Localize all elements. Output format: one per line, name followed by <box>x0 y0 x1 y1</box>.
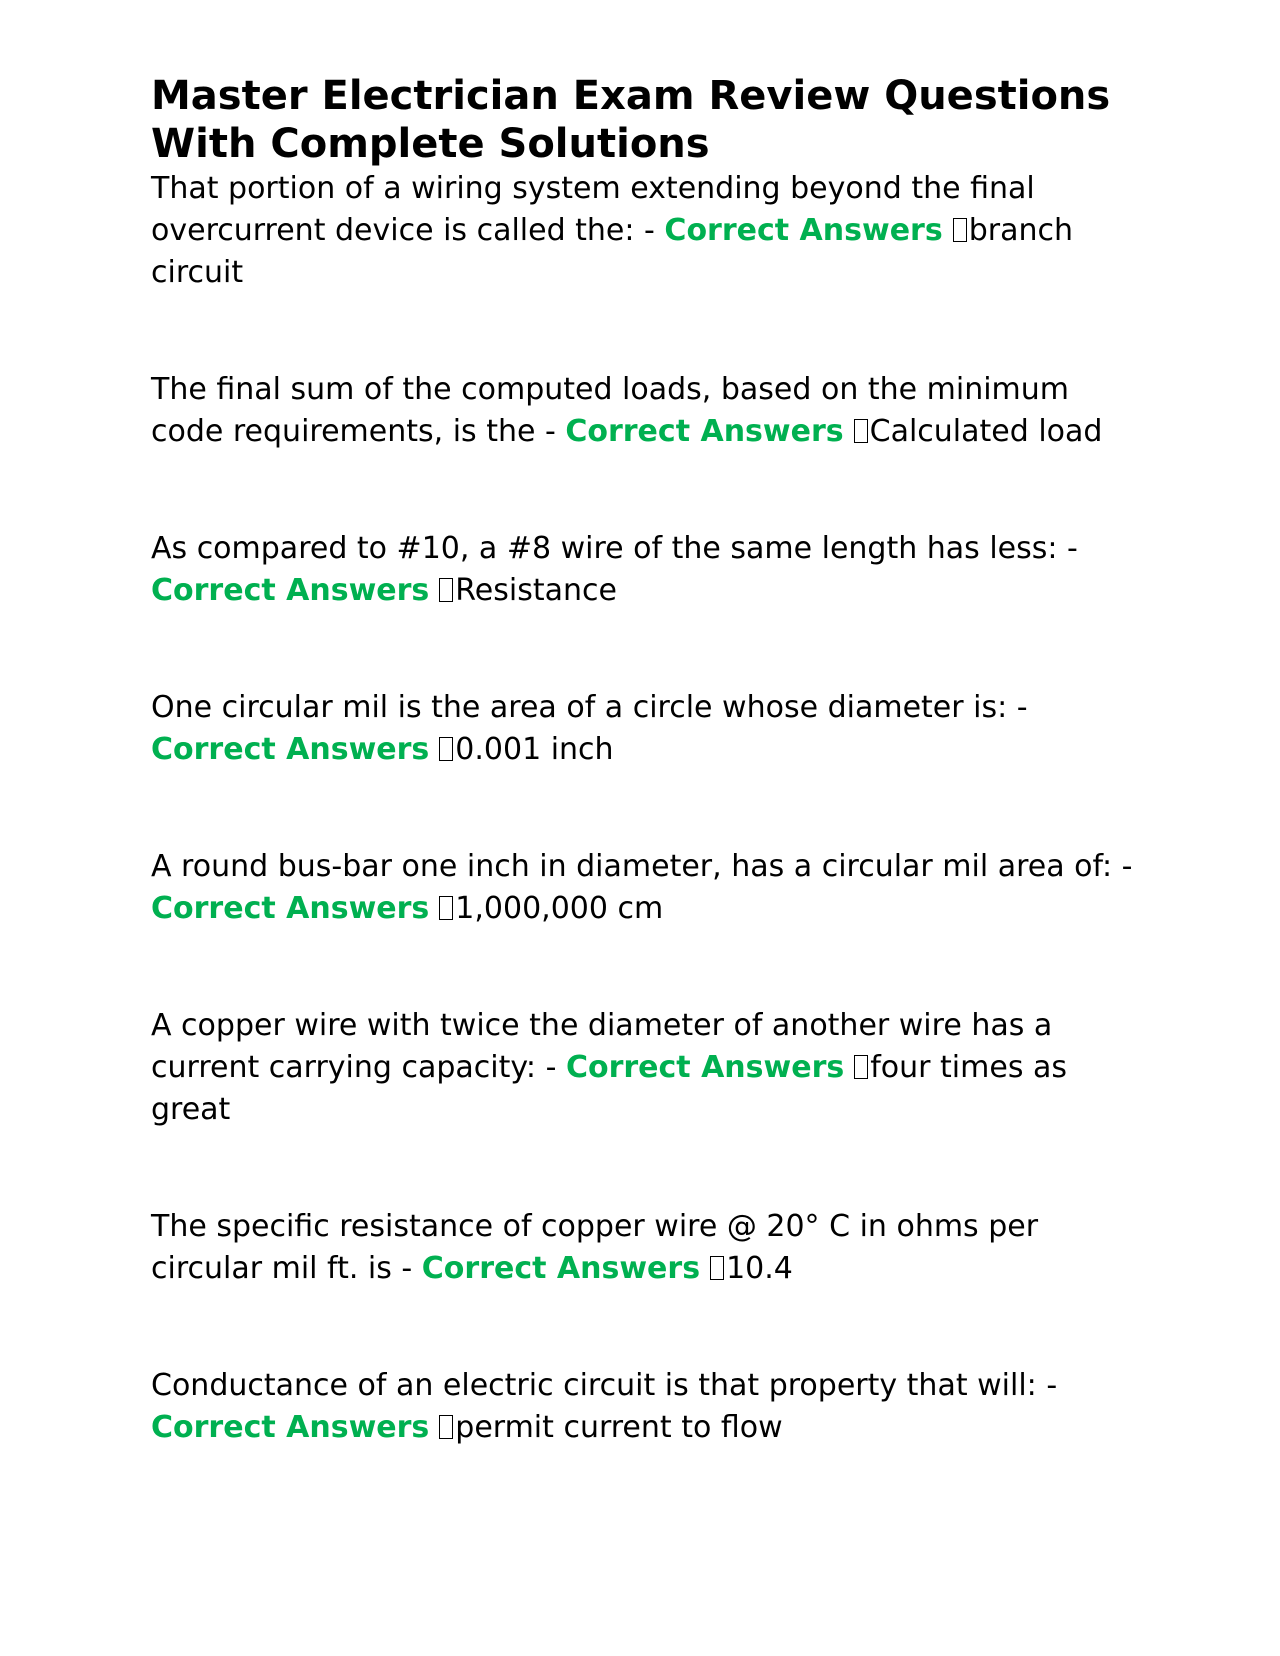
answer-marker-icon <box>953 218 967 242</box>
answer-marker-icon <box>439 896 453 920</box>
answer-marker-icon <box>710 1256 724 1280</box>
separator: - <box>1112 849 1133 884</box>
correct-answers-label: Correct Answers <box>151 573 430 608</box>
question-item <box>151 846 1141 930</box>
answer-marker-icon <box>854 419 868 443</box>
separator: - <box>536 1050 566 1085</box>
separator: - <box>1057 531 1078 566</box>
document-title: Master Electrician Exam Review Questions With Complete Solutions <box>151 73 1111 167</box>
answer-marker-icon <box>439 1415 453 1439</box>
question-text: A round bus-bar one inch in diameter, has a circular mil area of: <box>151 849 1113 884</box>
question-text: As compared to #10, a #8 wire of the same length has less: <box>151 531 1058 566</box>
question-item <box>151 528 1141 612</box>
correct-answers-label: Correct Answers <box>151 1410 430 1445</box>
question-text: One circular mil is the area of a circle whose diameter is: <box>151 690 1008 725</box>
answer-text: four times as great <box>151 1050 1067 1127</box>
correct-answers-label: Correct Answers <box>151 891 430 926</box>
answer-text: Resistance <box>455 573 617 608</box>
qa-list <box>151 168 1141 1449</box>
answer-marker-icon <box>854 1055 868 1079</box>
answer-text: permit current to flow <box>455 1410 783 1445</box>
separator: - <box>391 1251 422 1286</box>
answer-text: Calculated load <box>869 414 1103 449</box>
question-text: The final sum of the computed loads, based on the minimum code requirements, is the <box>151 372 1070 449</box>
question-text: The specific resistance of copper wire @ 20° C in ohms per circular mil ft. is <box>151 1209 1039 1286</box>
answer-marker-icon <box>439 578 453 602</box>
question-text: That portion of a wiring system extending beyond the final overcurrent device is called the: <box>151 171 1035 248</box>
document-page <box>151 72 1141 1449</box>
separator: - <box>1036 1368 1058 1403</box>
separator: - <box>1007 690 1028 725</box>
question-item <box>151 1206 1141 1290</box>
correct-answers-label: Correct Answers <box>421 1251 701 1286</box>
correct-answers-label: Correct Answers <box>664 213 943 248</box>
separator: - <box>634 213 665 248</box>
correct-answers-label: Correct Answers <box>151 732 430 767</box>
separator: - <box>535 414 566 449</box>
question-item <box>151 369 1141 453</box>
correct-answers-label: Correct Answers <box>565 1050 845 1085</box>
answer-text: 1,000,000 cm <box>455 891 664 926</box>
question-item <box>151 168 1141 294</box>
answer-text: branch circuit <box>151 213 1073 290</box>
question-item <box>151 1365 1141 1449</box>
question-text: A copper wire with twice the diameter of another wire has a current carrying capacity: <box>151 1008 1053 1085</box>
answer-text: 0.001 inch <box>455 732 614 767</box>
answer-marker-icon <box>439 737 453 761</box>
answer-text: 10.4 <box>726 1251 793 1286</box>
question-item <box>151 1005 1141 1131</box>
question-text: Conductance of an electric circuit is that property that will: <box>151 1368 1037 1403</box>
correct-answers-label: Correct Answers <box>565 414 844 449</box>
question-item <box>151 687 1141 771</box>
